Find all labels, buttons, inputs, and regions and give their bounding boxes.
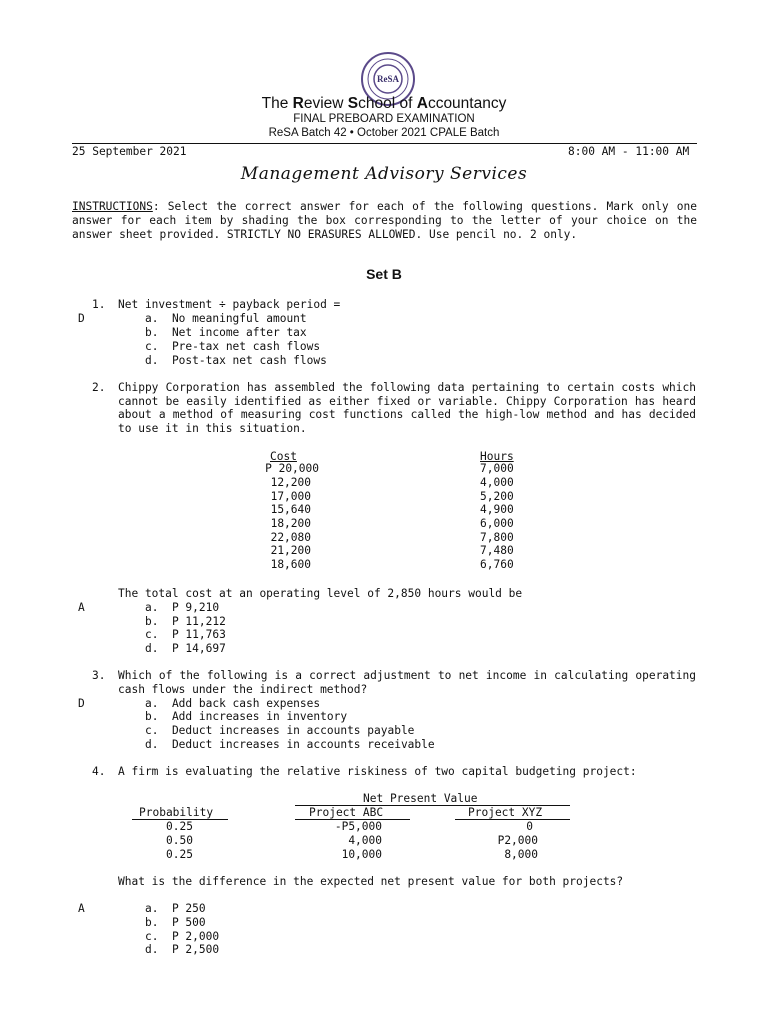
- question-prompt: The total cost at an operating level of 2,850 hours would be: [118, 587, 523, 600]
- table-cell: 4,000: [348, 834, 382, 847]
- table-cell: -P5,000: [334, 820, 382, 833]
- option: a. Add back cash expenses: [145, 697, 321, 710]
- subject-title: Management Advisory Services: [240, 164, 528, 184]
- option: a. P 9,210: [145, 601, 220, 614]
- question-text: Chippy Corporation has assembled the following data pertaining to certain costs which cannot be easily identified as either fixed or variable. Chippy Corporation has heard about a method of measuring cost functions called the high-low method and has decided to use it in this situation.: [118, 381, 696, 435]
- table-cell: 4,000: [480, 476, 514, 489]
- table-header: Project ABC: [309, 806, 384, 819]
- header-rule: [72, 143, 697, 144]
- instructions-label: INSTRUCTIONS: [72, 200, 153, 213]
- logo-text: ReSA: [377, 74, 399, 84]
- set-label: Set B: [366, 266, 402, 282]
- table-cell: P2,000: [497, 834, 538, 847]
- answer-key: D: [78, 312, 85, 325]
- option: d. Post-tax net cash flows: [145, 354, 327, 367]
- instructions-text: : Select the correct answer for each of the following questions. Mark only one answer for each item by shading the box corresponding to the letter of your choice on the answer sheet provided. STRICTLY NO ERASURES ALLOWED. Use pencil no. 2 only.: [72, 200, 697, 241]
- option: c. Deduct increases in accounts payable: [145, 724, 415, 737]
- table-cell: 7,800: [480, 531, 514, 544]
- option: c. P 2,000: [145, 930, 220, 943]
- table-header: Hours: [480, 450, 514, 463]
- exam-time: 8:00 AM - 11:00 AM: [568, 145, 690, 158]
- school-name: The Review School of Accountancy: [261, 95, 507, 112]
- table-cell: 18,600: [270, 558, 311, 571]
- option: c. Pre-tax net cash flows: [145, 340, 321, 353]
- question-text: A firm is evaluating the relative riskiness of two capital budgeting project:: [118, 765, 637, 778]
- answer-key: A: [78, 601, 85, 614]
- table-cell: 4,900: [480, 503, 514, 516]
- option: c. P 11,763: [145, 628, 226, 641]
- table-cell: 22,080: [270, 531, 311, 544]
- option: d. P 14,697: [145, 642, 226, 655]
- table-cell: 12,200: [270, 476, 311, 489]
- answer-key: D: [78, 697, 85, 710]
- question-text: Net investment ÷ payback period =: [118, 298, 341, 311]
- batch-line: ReSA Batch 42 • October 2021 CPALE Batch: [268, 127, 500, 139]
- table-cell: 0.50: [166, 834, 193, 847]
- exam-date: 25 September 2021: [72, 145, 187, 158]
- question-number: 2.: [92, 381, 106, 394]
- question-number: 1.: [92, 298, 106, 311]
- table-cell: 21,200: [270, 544, 311, 557]
- table-cell: 15,640: [270, 503, 311, 516]
- exam-title: FINAL PREBOARD EXAMINATION: [293, 113, 475, 125]
- table-cell: 18,200: [270, 517, 311, 530]
- table-cell: 17,000: [270, 490, 311, 503]
- option: a. P 250: [145, 902, 206, 915]
- table-cell: 6,760: [480, 558, 514, 571]
- table-header: Probability: [139, 806, 214, 819]
- option: d. Deduct increases in accounts receivable: [145, 738, 435, 751]
- instructions: [72, 200, 697, 242]
- table-cell: 8,000: [504, 848, 538, 861]
- table-cell: 7,000: [480, 462, 514, 475]
- answer-key: A: [78, 902, 85, 915]
- question-prompt: What is the difference in the expected net present value for both projects?: [118, 875, 624, 888]
- option: b. Net income after tax: [145, 326, 307, 339]
- option: b. P 500: [145, 916, 206, 929]
- table-cell: 5,200: [480, 490, 514, 503]
- option: b. Add increases in inventory: [145, 710, 348, 723]
- table-cell: 10,000: [341, 848, 382, 861]
- table-cell: 0.25: [166, 820, 193, 833]
- question-number: 3.: [92, 669, 106, 682]
- question-number: 4.: [92, 765, 106, 778]
- table-cell: P 20,000: [265, 462, 319, 475]
- table-cell: 7,480: [480, 544, 514, 557]
- table-header: Project XYZ: [468, 806, 543, 819]
- table-cell: 0.25: [166, 848, 193, 861]
- table-cell: 6,000: [480, 517, 514, 530]
- question-text: Which of the following is a correct adjustment to net income in calculating operating cash flows under the indirect method?: [118, 669, 696, 696]
- table-header: Cost: [270, 450, 297, 463]
- option: d. P 2,500: [145, 943, 220, 956]
- option: a. No meaningful amount: [145, 312, 307, 325]
- table-cell: 0: [526, 820, 533, 833]
- table-group-header: Net Present Value: [363, 792, 478, 805]
- option: b. P 11,212: [145, 615, 226, 628]
